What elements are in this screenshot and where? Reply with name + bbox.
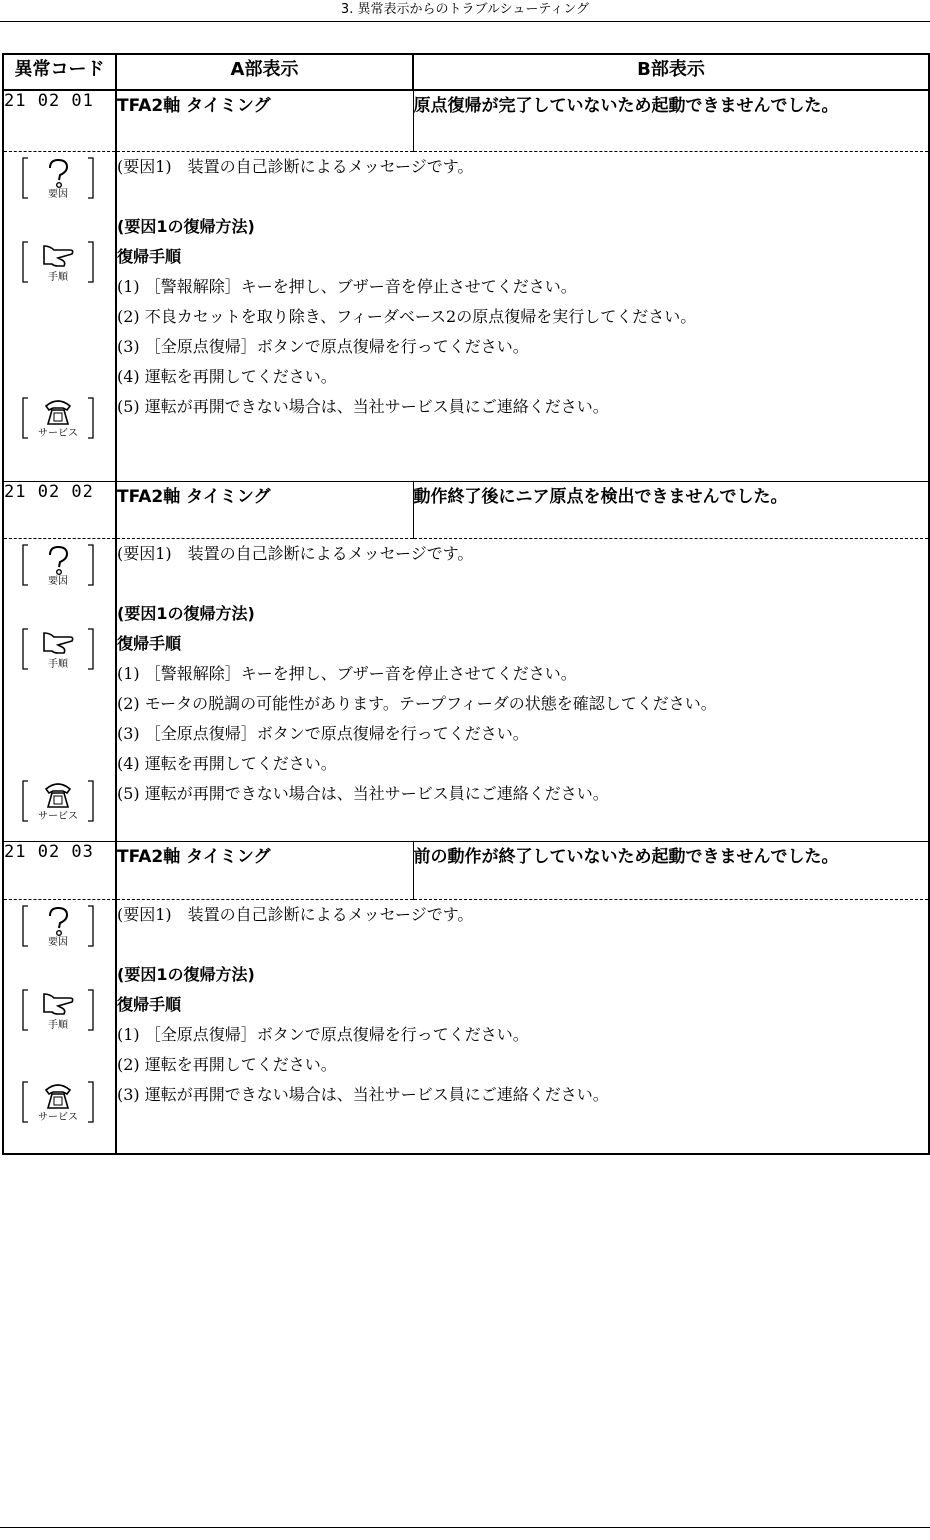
column-header-code: 異常コード	[3, 54, 116, 90]
svg-text:サービス: サービス	[38, 427, 78, 439]
step: (4) 運転を再開してください。	[117, 366, 337, 386]
svg-text:手順: 手順	[48, 1019, 68, 1031]
steps-title: 復帰手順	[117, 994, 182, 1014]
cause-icon	[22, 156, 94, 200]
step: (1) ［警報解除］キーを押し、ブザー音を停止させてください。	[117, 663, 577, 683]
detail-text	[116, 151, 929, 481]
step: (5) 運転が再開できない場合は、当社サービス員にご連絡ください。	[117, 396, 609, 416]
detail-text	[116, 899, 929, 1154]
svg-text:要因: 要因	[48, 575, 68, 587]
steps-title: 復帰手順	[117, 246, 182, 266]
cause-icon	[22, 904, 94, 948]
detail-row	[3, 899, 929, 1154]
svg-text:要因: 要因	[48, 936, 68, 948]
svg-text:要因: 要因	[48, 188, 68, 200]
icon-column	[3, 899, 116, 1154]
step: (3) 運転が再開できない場合は、当社サービス員にご連絡ください。	[117, 1084, 609, 1104]
error-code-table	[2, 53, 930, 1155]
error-code: 21 02 02	[3, 481, 116, 538]
a-display: TFA2軸 タイミング	[116, 481, 413, 538]
service-icon	[22, 396, 94, 440]
recovery-title: (要因1の復帰方法)	[117, 964, 255, 984]
cause-icon	[22, 543, 94, 587]
table-row	[3, 90, 929, 151]
svg-text:サービス: サービス	[38, 1111, 78, 1123]
cause-text: (要因1) 装置の自己診断によるメッセージです。	[117, 904, 474, 924]
detail-text	[116, 538, 929, 841]
b-display: 動作終了後にニア原点を検出できませんでした。	[413, 481, 929, 538]
service-icon	[22, 779, 94, 823]
procedure-icon	[22, 988, 94, 1032]
recovery-title: (要因1の復帰方法)	[117, 216, 255, 236]
b-display: 前の動作が終了していないため起動できませんでした。	[413, 841, 929, 899]
steps-title: 復帰手順	[117, 633, 182, 653]
cause-text: (要因1) 装置の自己診断によるメッセージです。	[117, 543, 474, 563]
a-display: TFA2軸 タイミング	[116, 90, 413, 151]
procedure-icon	[22, 240, 94, 284]
step: (2) 不良カセットを取り除き、フィーダベース2の原点復帰を実行してください。	[117, 306, 697, 326]
step: (3) ［全原点復帰］ボタンで原点復帰を行ってください。	[117, 336, 529, 356]
footer-rule	[0, 1527, 930, 1528]
step: (2) 運転を再開してください。	[117, 1054, 337, 1074]
icon-column	[3, 151, 116, 481]
column-header-a: A部表示	[116, 54, 413, 90]
table-header-row	[3, 54, 929, 90]
svg-text:サービス: サービス	[38, 810, 78, 822]
icon-column	[3, 538, 116, 841]
svg-text:手順: 手順	[48, 271, 68, 283]
step: (3) ［全原点復帰］ボタンで原点復帰を行ってください。	[117, 723, 529, 743]
procedure-icon	[22, 627, 94, 671]
step: (1) ［全原点復帰］ボタンで原点復帰を行ってください。	[117, 1024, 529, 1044]
recovery-title: (要因1の復帰方法)	[117, 603, 255, 623]
detail-row	[3, 151, 929, 481]
step: (5) 運転が再開できない場合は、当社サービス員にご連絡ください。	[117, 783, 609, 803]
page-header: 3. 異常表示からのトラブルシューティング	[0, 0, 930, 22]
cause-text: (要因1) 装置の自己診断によるメッセージです。	[117, 156, 474, 176]
detail-row	[3, 538, 929, 841]
b-display: 原点復帰が完了していないため起動できませんでした。	[413, 90, 929, 151]
svg-text:手順: 手順	[48, 658, 68, 670]
step: (4) 運転を再開してください。	[117, 753, 337, 773]
step: (1) ［警報解除］キーを押し、ブザー音を停止させてください。	[117, 276, 577, 296]
a-display: TFA2軸 タイミング	[116, 841, 413, 899]
error-code: 21 02 03	[3, 841, 116, 899]
step: (2) モータの脱調の可能性があります。テープフィーダの状態を確認してください。	[117, 693, 717, 713]
column-header-b: B部表示	[413, 54, 929, 90]
table-row	[3, 841, 929, 899]
table-row	[3, 481, 929, 538]
error-code: 21 02 01	[3, 90, 116, 151]
service-icon	[22, 1080, 94, 1124]
